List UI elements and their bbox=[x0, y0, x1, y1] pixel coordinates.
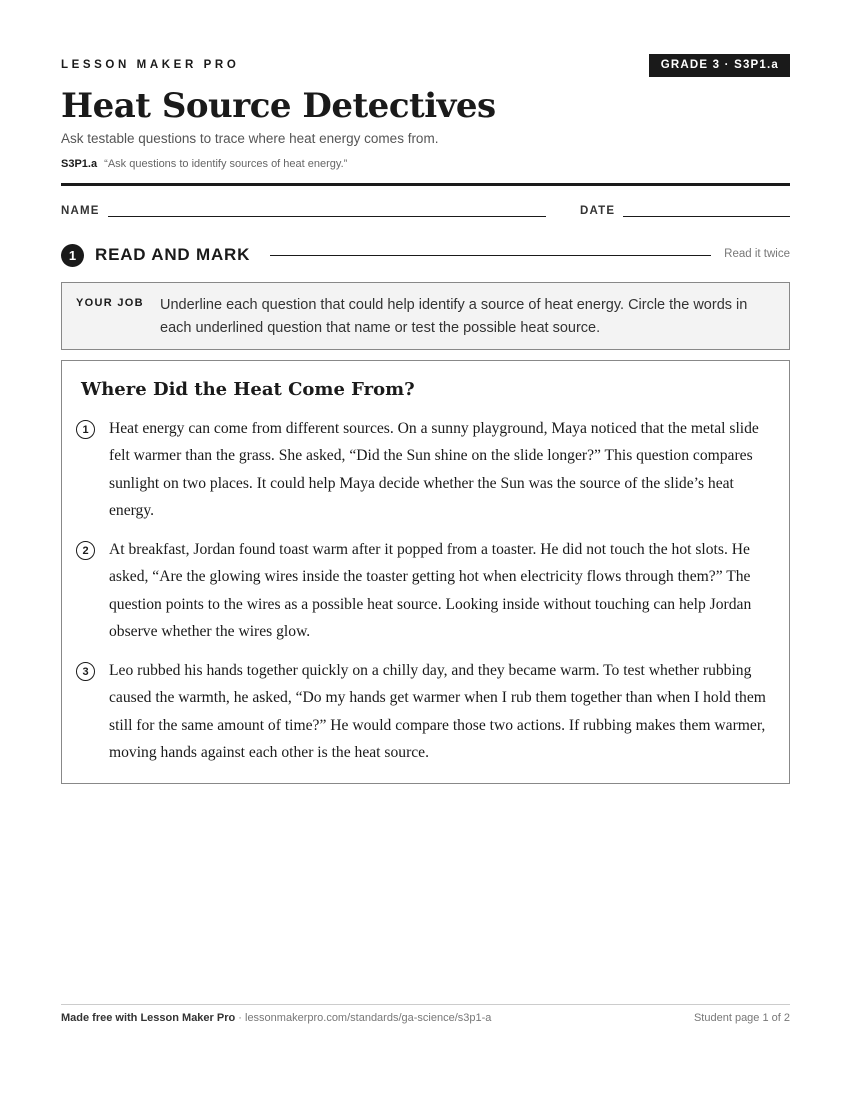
date-field[interactable] bbox=[623, 216, 790, 217]
paragraph-number-circle: 3 bbox=[76, 662, 95, 681]
instructions-box bbox=[61, 282, 790, 350]
standard-text: “Ask questions to identify sources of heat energy.” bbox=[104, 158, 348, 170]
name-field[interactable] bbox=[108, 216, 546, 217]
footer-credit bbox=[61, 1012, 491, 1024]
passage-title: Where Did the Heat Come From? bbox=[81, 379, 415, 400]
paragraph-number-circle: 1 bbox=[76, 420, 95, 439]
page-subtitle: Ask testable questions to trace where heat energy comes from. bbox=[61, 131, 439, 146]
page-title: Heat Source Detectives bbox=[61, 86, 496, 126]
brand-name: LESSON MAKER PRO bbox=[61, 59, 240, 71]
footer-made-with: Made free with Lesson Maker Pro bbox=[61, 1012, 236, 1024]
instructions-text: Underline each question that could help identify a source of heat energy. Circle the words in each underlined question that name or test the possible heat source. bbox=[160, 297, 748, 336]
header-divider bbox=[61, 183, 790, 186]
footer-separator: · bbox=[235, 1012, 245, 1024]
date-label: DATE bbox=[580, 205, 616, 217]
grade-badge: GRADE 3 · S3P1.a bbox=[649, 54, 790, 77]
paragraph-number-circle: 2 bbox=[76, 541, 95, 560]
footer-url[interactable]: lessonmakerpro.com/standards/ga-science/s3p1-a bbox=[245, 1012, 492, 1024]
page-number: Student page 1 of 2 bbox=[693, 1012, 790, 1024]
paragraph-text[interactable]: Heat energy can come from different sources. On a sunny playground, Maya noticed that the metal slide felt warmer than the grass. She asked, “Did the Sun shine on the slide longer?” This question compares sunlight on two places. It could help Maya decide whether the Sun was the source of the slide’s heat energy. bbox=[109, 420, 759, 519]
section-note: Read it twice bbox=[724, 248, 790, 260]
instructions-label: YOUR JOB bbox=[76, 297, 144, 309]
footer-divider bbox=[61, 1004, 790, 1005]
standard-line bbox=[61, 158, 347, 170]
standard-code: S3P1.a bbox=[61, 158, 98, 170]
section-number-badge: 1 bbox=[61, 244, 84, 267]
paragraph-text[interactable]: At breakfast, Jordan found toast warm after it popped from a toaster. He did not touch the hot slots. He asked, “Are the glowing wires inside the toaster getting hot when electricity flows through them?” The question points to the wires as a possible heat source. Looking inside without touching can help Jordan observe whether the wires glow. bbox=[109, 541, 752, 640]
section-title: READ AND MARK bbox=[95, 245, 251, 264]
section-rule bbox=[270, 255, 711, 256]
paragraph-text[interactable]: Leo rubbed his hands together quickly on a chilly day, and they became warm. To test whether rubbing caused the warmth, he asked, “Do my hands get warmer when I rub them together than when I hold them still for the same amount of time?” He would compare those two actions. If rubbing makes them warmer, moving hands against each other is the heat source. bbox=[109, 662, 766, 761]
reading-passage bbox=[61, 360, 790, 784]
name-label: NAME bbox=[61, 205, 100, 217]
